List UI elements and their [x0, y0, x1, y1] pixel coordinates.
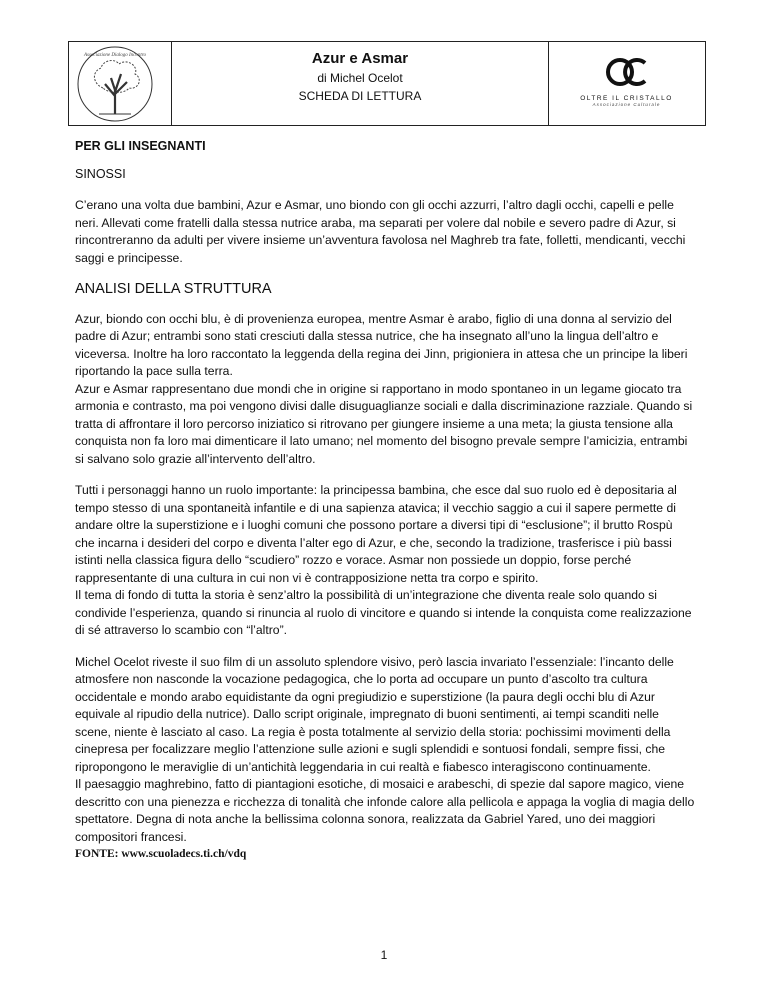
analysis-paragraph-6: Il paesaggio maghrebino, fatto di piantagioni esotiche, di mosaici e arabeschi, di spezie dal sapore magico, viene descritto con una pienezza e ricchezza di tonalità che infonde calore alla pellicola e appaga la voglia di magia dello spettatore. Degna di nota anche la bellissima colonna sonora, realizzata da Gabriel Yared, uno dei maggiori compositori francesi. — [75, 777, 695, 844]
heading-teachers: PER GLI INSEGNANTI — [75, 139, 206, 153]
tree-logo-text: Associazione Dialogo Incontro — [83, 53, 147, 58]
header-left-cell — [69, 42, 171, 125]
source-note: FONTE: www.scuoladecs.ti.ch/vdq — [75, 848, 247, 860]
analysis-paragraph-4: Il tema di fondo di tutta la storia è senz’altro la possibilità di un’integrazione che diventa reale solo quando si condivide l’esperienza, quando si rinuncia al ruolo di vincitore e quando si intende la conquista come realizzazione di sé attraverso lo scambio con “l’altro”. — [75, 588, 692, 637]
analysis-paragraph-2: Azur e Asmar rappresentano due mondi che in origine si rapportano in modo spontaneo in un legame giocato tra armonia e contrasto, ma poi vengono divisi dalle disuguaglianze sociali e dalla discriminazione razziale. Quando si tratta di affrontare il loro percorso iniziatico si ritrovano per giungere insieme a una meta; la giusta tensione alla conquista non fa loro mai dimenticare il lato umano; nel momento del bisogno prevale sempre l’amicizia, entrambi si salvano solo grazie all’intervento dell’altro. — [75, 381, 693, 466]
page-number: 1 — [380, 948, 388, 962]
analysis-paragraph-1: Azur, biondo con occhi blu, è di provenienza europea, mentre Asmar è arabo, figlio di una donna al servizio del padre di Azur; entrambi sono stati cresciuti dalla stessa nutrice, che ha insegnato all’uno la lingua dell’altro e viceversa. Inoltre ha loro raccontato la leggenda della regina dei Jinn, prigioniera in attesa che un principe la liberi riportando la pace sulla terra. — [75, 311, 688, 378]
document-body — [75, 138, 695, 864]
tree-logo — [75, 44, 155, 124]
document-subtitle: SCHEDA DI LETTURA — [298, 89, 422, 103]
oc-mark-icon — [605, 56, 649, 88]
oc-logo — [548, 56, 705, 107]
analysis-paragraph-5: Michel Ocelot riveste il suo film di un assoluto splendore visivo, però lascia invariato l’essenziale: l’incanto delle atmosfere non nasconde la vocazione pedagogica, che lo porta ad occupare un punto d’ascolto tra cultura occidentale e mondo arabo equidistante da ogni pregiudizio e superstizione (la paura degli occhi blu di Azur equivale al ripudio della nutrice). Dallo script originale, impregnato di buoni sentimenti, ai tempi scanditi nelle scene, niente è lasciato al caso. La regia è posta totalmente al servizio della storia: pochissimi movimenti della cinepresa per focalizzare meglio l’attenzione sulle azioni e sugli splendidi e sontuosi fondali, sempre fissi, che ripropongono le meraviglie di un’antichità leggendaria in cui realtà e fiabesco interagiscono continuamente. — [75, 654, 674, 774]
heading-analysis: ANALISI DELLA STRUTTURA — [75, 281, 272, 297]
document-title: Azur e Asmar — [311, 50, 409, 67]
oc-logo-tagline: Associazione Culturale — [592, 102, 661, 107]
header-right-cell — [548, 42, 705, 125]
document-author: di Michel Ocelot — [317, 71, 403, 85]
analysis-paragraph-3: Tutti i personaggi hanno un ruolo importante: la principessa bambina, che esce dal suo ruolo ed è depositaria al tempo stesso di una spontaneità infantile e di una sapienza atavica; il vecchio saggio a cui il sapere permette di andare oltre la superstizione e i luoghi comuni che possono portare a diversi tipi di “esclusione”; il brutto Rospù che incarna i desideri del corpo e diventa l’alter ego di Azur, e che, secondo la tradizione, trasferisce i più bassi istinti nella classica figura dello “scudiero” rozzo e vorace. Asmar non possiede un doppio, forse perché rappresentante di una cultura in cui non vi è contrapposizione netta tra corpo e spirito. — [75, 483, 677, 585]
document-header — [68, 41, 706, 126]
heading-synopsis: SINOSSI — [75, 166, 126, 181]
synopsis-paragraph: C’erano una volta due bambini, Azur e Asmar, uno biondo con gli occhi azzurri, l’altro dagli occhi, capelli e pelle neri. Allevati come fratelli dalla stessa nutrice araba, ma separati per volere dal nobile e severo padre di Azur, si rincontreranno da adulti per vivere insieme un’avventura favolosa nel Maghreb tra fate, folletti, mendicanti, vecchi saggi e principesse. — [75, 198, 686, 265]
oc-logo-name: OLTRE IL CRISTALLO — [580, 95, 673, 102]
header-title-cell — [171, 42, 549, 125]
